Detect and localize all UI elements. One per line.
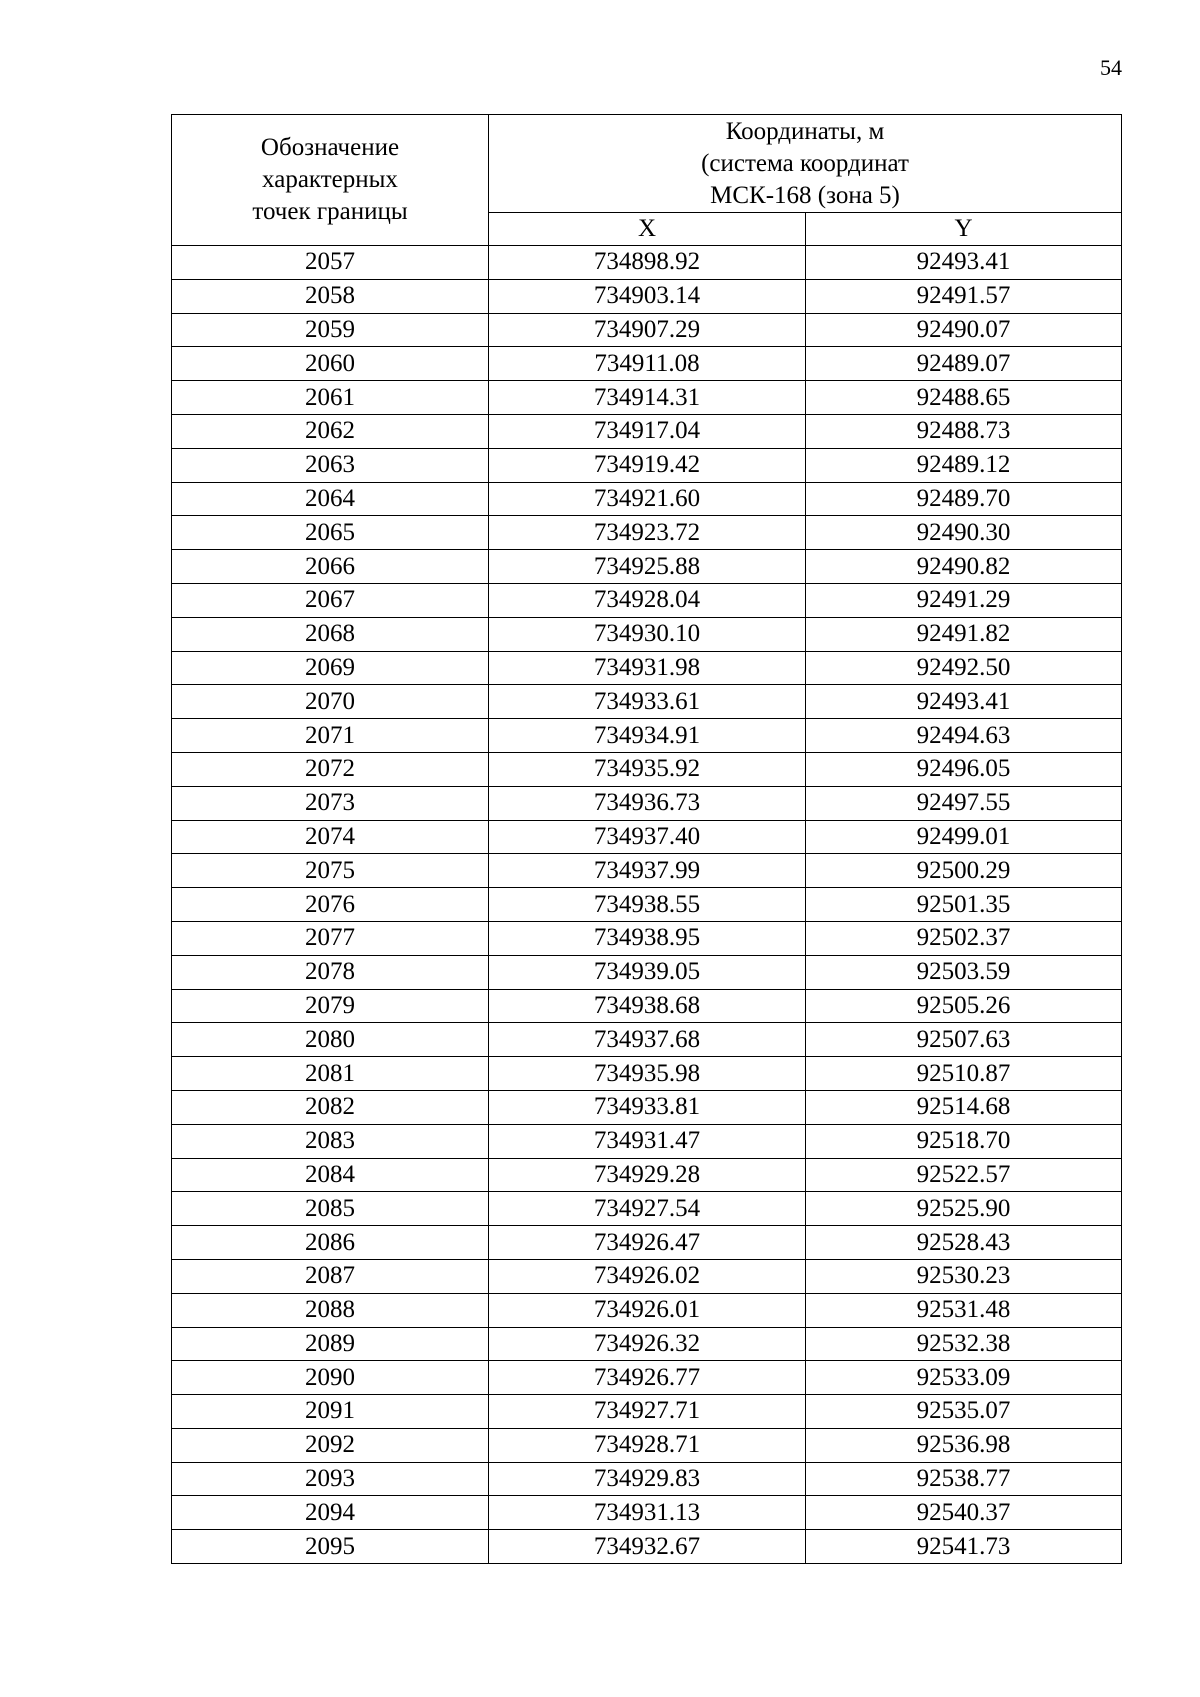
point-cell: 2088: [172, 1293, 489, 1327]
point-cell: 2079: [172, 989, 489, 1023]
x-coordinate-cell: 734919.42: [489, 448, 806, 482]
y-coordinate-cell: 92525.90: [806, 1192, 1122, 1226]
table-row: [172, 921, 1122, 955]
table-row: [172, 820, 1122, 854]
x-coordinate-cell: 734939.05: [489, 955, 806, 989]
x-coordinate-cell: 734937.40: [489, 820, 806, 854]
y-coordinate-cell: 92500.29: [806, 854, 1122, 888]
y-coordinate-cell: 92490.30: [806, 516, 1122, 550]
y-coordinate-cell: 92533.09: [806, 1361, 1122, 1395]
table-row: [172, 516, 1122, 550]
x-coordinate-cell: 734903.14: [489, 279, 806, 313]
y-coordinate-cell: 92496.05: [806, 752, 1122, 786]
point-cell: 2082: [172, 1090, 489, 1124]
table-row: [172, 1226, 1122, 1260]
x-coordinate-cell: 734926.02: [489, 1259, 806, 1293]
x-coordinate-cell: 734937.99: [489, 854, 806, 888]
x-coordinate-cell: 734926.47: [489, 1226, 806, 1260]
x-coordinate-cell: 734938.95: [489, 921, 806, 955]
y-coordinate-cell: 92530.23: [806, 1259, 1122, 1293]
table-body: [172, 246, 1122, 1564]
y-coordinate-cell: 92493.41: [806, 685, 1122, 719]
table-row: [172, 1462, 1122, 1496]
x-coordinate-cell: 734930.10: [489, 617, 806, 651]
point-cell: 2074: [172, 820, 489, 854]
table-row: [172, 617, 1122, 651]
table-row: [172, 448, 1122, 482]
coordinates-label: Координаты, м (система координат МСК-168 (зона 5): [701, 117, 909, 209]
table-row: [172, 1327, 1122, 1361]
y-coordinate-cell: 92541.73: [806, 1530, 1122, 1564]
y-coordinate-cell: 92505.26: [806, 989, 1122, 1023]
point-cell: 2080: [172, 1023, 489, 1057]
table-row: [172, 752, 1122, 786]
x-coordinate-cell: 734935.98: [489, 1057, 806, 1091]
x-coordinate-cell: 734926.01: [489, 1293, 806, 1327]
y-coordinate-cell: 92489.70: [806, 482, 1122, 516]
x-coordinate-cell: 734927.54: [489, 1192, 806, 1226]
y-coordinate-cell: 92528.43: [806, 1226, 1122, 1260]
y-coordinate-cell: 92502.37: [806, 921, 1122, 955]
table-row: [172, 1259, 1122, 1293]
point-cell: 2081: [172, 1057, 489, 1091]
y-coordinate-cell: 92489.12: [806, 448, 1122, 482]
point-cell: 2093: [172, 1462, 489, 1496]
x-coordinate-cell: 734932.67: [489, 1530, 806, 1564]
x-coordinate-cell: 734931.47: [489, 1124, 806, 1158]
y-column-header: Y: [806, 213, 1122, 246]
point-cell: 2077: [172, 921, 489, 955]
table-row: [172, 279, 1122, 313]
x-coordinate-cell: 734907.29: [489, 313, 806, 347]
y-coordinate-cell: 92532.38: [806, 1327, 1122, 1361]
table-row: [172, 719, 1122, 753]
point-cell: 2092: [172, 1428, 489, 1462]
table-row: [172, 1361, 1122, 1395]
table-row: [172, 955, 1122, 989]
point-cell: 2068: [172, 617, 489, 651]
y-coordinate-cell: 92540.37: [806, 1496, 1122, 1530]
x-coordinate-cell: 734921.60: [489, 482, 806, 516]
point-cell: 2085: [172, 1192, 489, 1226]
point-cell: 2084: [172, 1158, 489, 1192]
table-row: [172, 1428, 1122, 1462]
table-row: [172, 1496, 1122, 1530]
table-row: [172, 550, 1122, 584]
y-coordinate-cell: 92493.41: [806, 246, 1122, 280]
y-coordinate-cell: 92491.82: [806, 617, 1122, 651]
y-coordinate-cell: 92491.57: [806, 279, 1122, 313]
x-coordinate-cell: 734925.88: [489, 550, 806, 584]
y-coordinate-cell: 92538.77: [806, 1462, 1122, 1496]
table-row: [172, 347, 1122, 381]
point-cell: 2090: [172, 1361, 489, 1395]
y-coordinate-cell: 92489.07: [806, 347, 1122, 381]
point-cell: 2059: [172, 313, 489, 347]
x-coordinate-cell: 734938.68: [489, 989, 806, 1023]
point-cell: 2094: [172, 1496, 489, 1530]
table-row: [172, 1293, 1122, 1327]
x-coordinate-cell: 734926.77: [489, 1361, 806, 1395]
x-coordinate-cell: 734937.68: [489, 1023, 806, 1057]
point-cell: 2057: [172, 246, 489, 280]
y-coordinate-cell: 92488.65: [806, 381, 1122, 415]
y-coordinate-cell: 92488.73: [806, 414, 1122, 448]
x-coordinate-cell: 734931.13: [489, 1496, 806, 1530]
point-cell: 2062: [172, 414, 489, 448]
x-column-header: X: [489, 213, 806, 246]
x-coordinate-cell: 734923.72: [489, 516, 806, 550]
y-coordinate-cell: 92531.48: [806, 1293, 1122, 1327]
y-coordinate-cell: 92491.29: [806, 583, 1122, 617]
table-row: [172, 651, 1122, 685]
table-row: [172, 786, 1122, 820]
point-cell: 2063: [172, 448, 489, 482]
x-coordinate-cell: 734929.83: [489, 1462, 806, 1496]
x-coordinate-cell: 734928.71: [489, 1428, 806, 1462]
coordinates-header: [489, 115, 1122, 213]
x-coordinate-cell: 734929.28: [489, 1158, 806, 1192]
x-coordinate-cell: 734928.04: [489, 583, 806, 617]
x-coordinate-cell: 734936.73: [489, 786, 806, 820]
point-cell: 2076: [172, 888, 489, 922]
point-designation-label: Обозначение характерных точек границы: [252, 134, 408, 225]
table-row: [172, 1090, 1122, 1124]
y-coordinate-cell: 92501.35: [806, 888, 1122, 922]
x-coordinate-cell: 734927.71: [489, 1395, 806, 1429]
x-coordinate-cell: 734933.61: [489, 685, 806, 719]
x-coordinate-cell: 734934.91: [489, 719, 806, 753]
x-coordinate-cell: 734911.08: [489, 347, 806, 381]
point-cell: 2072: [172, 752, 489, 786]
y-coordinate-cell: 92494.63: [806, 719, 1122, 753]
y-coordinate-cell: 92490.07: [806, 313, 1122, 347]
point-cell: 2083: [172, 1124, 489, 1158]
page-number: 54: [1100, 55, 1122, 80]
table-row: [172, 888, 1122, 922]
point-cell: 2067: [172, 583, 489, 617]
point-cell: 2089: [172, 1327, 489, 1361]
table-row: [172, 414, 1122, 448]
point-cell: 2086: [172, 1226, 489, 1260]
y-coordinate-cell: 92522.57: [806, 1158, 1122, 1192]
point-cell: 2058: [172, 279, 489, 313]
y-coordinate-cell: 92497.55: [806, 786, 1122, 820]
point-cell: 2070: [172, 685, 489, 719]
coordinates-table: [171, 114, 1122, 1564]
table-row: [172, 1158, 1122, 1192]
table-row: [172, 1395, 1122, 1429]
x-coordinate-cell: 734938.55: [489, 888, 806, 922]
y-coordinate-cell: 92490.82: [806, 550, 1122, 584]
table-row: [172, 482, 1122, 516]
table-header: [172, 115, 1122, 246]
x-coordinate-cell: 734931.98: [489, 651, 806, 685]
y-coordinate-cell: 92536.98: [806, 1428, 1122, 1462]
y-coordinate-cell: 92507.63: [806, 1023, 1122, 1057]
table-row: [172, 1023, 1122, 1057]
y-coordinate-cell: 92514.68: [806, 1090, 1122, 1124]
point-cell: 2071: [172, 719, 489, 753]
table-row: [172, 1057, 1122, 1091]
y-coordinate-cell: 92535.07: [806, 1395, 1122, 1429]
table-row: [172, 1192, 1122, 1226]
point-cell: 2065: [172, 516, 489, 550]
x-coordinate-cell: 734926.32: [489, 1327, 806, 1361]
y-coordinate-cell: 92503.59: [806, 955, 1122, 989]
table-row: [172, 246, 1122, 280]
point-cell: 2066: [172, 550, 489, 584]
x-coordinate-cell: 734898.92: [489, 246, 806, 280]
table-row: [172, 685, 1122, 719]
table-row: [172, 583, 1122, 617]
table-row: [172, 381, 1122, 415]
point-cell: 2095: [172, 1530, 489, 1564]
point-designation-header: [172, 115, 489, 246]
table-row: [172, 1124, 1122, 1158]
x-coordinate-cell: 734914.31: [489, 381, 806, 415]
point-cell: 2075: [172, 854, 489, 888]
point-cell: 2061: [172, 381, 489, 415]
point-cell: 2091: [172, 1395, 489, 1429]
point-cell: 2060: [172, 347, 489, 381]
table-row: [172, 313, 1122, 347]
point-cell: 2078: [172, 955, 489, 989]
y-coordinate-cell: 92510.87: [806, 1057, 1122, 1091]
point-cell: 2069: [172, 651, 489, 685]
point-cell: 2073: [172, 786, 489, 820]
point-cell: 2087: [172, 1259, 489, 1293]
point-cell: 2064: [172, 482, 489, 516]
table-row: [172, 854, 1122, 888]
table-row: [172, 1530, 1122, 1564]
x-coordinate-cell: 734933.81: [489, 1090, 806, 1124]
y-coordinate-cell: 92499.01: [806, 820, 1122, 854]
table-row: [172, 989, 1122, 1023]
y-coordinate-cell: 92518.70: [806, 1124, 1122, 1158]
x-coordinate-cell: 734917.04: [489, 414, 806, 448]
y-coordinate-cell: 92492.50: [806, 651, 1122, 685]
x-coordinate-cell: 734935.92: [489, 752, 806, 786]
